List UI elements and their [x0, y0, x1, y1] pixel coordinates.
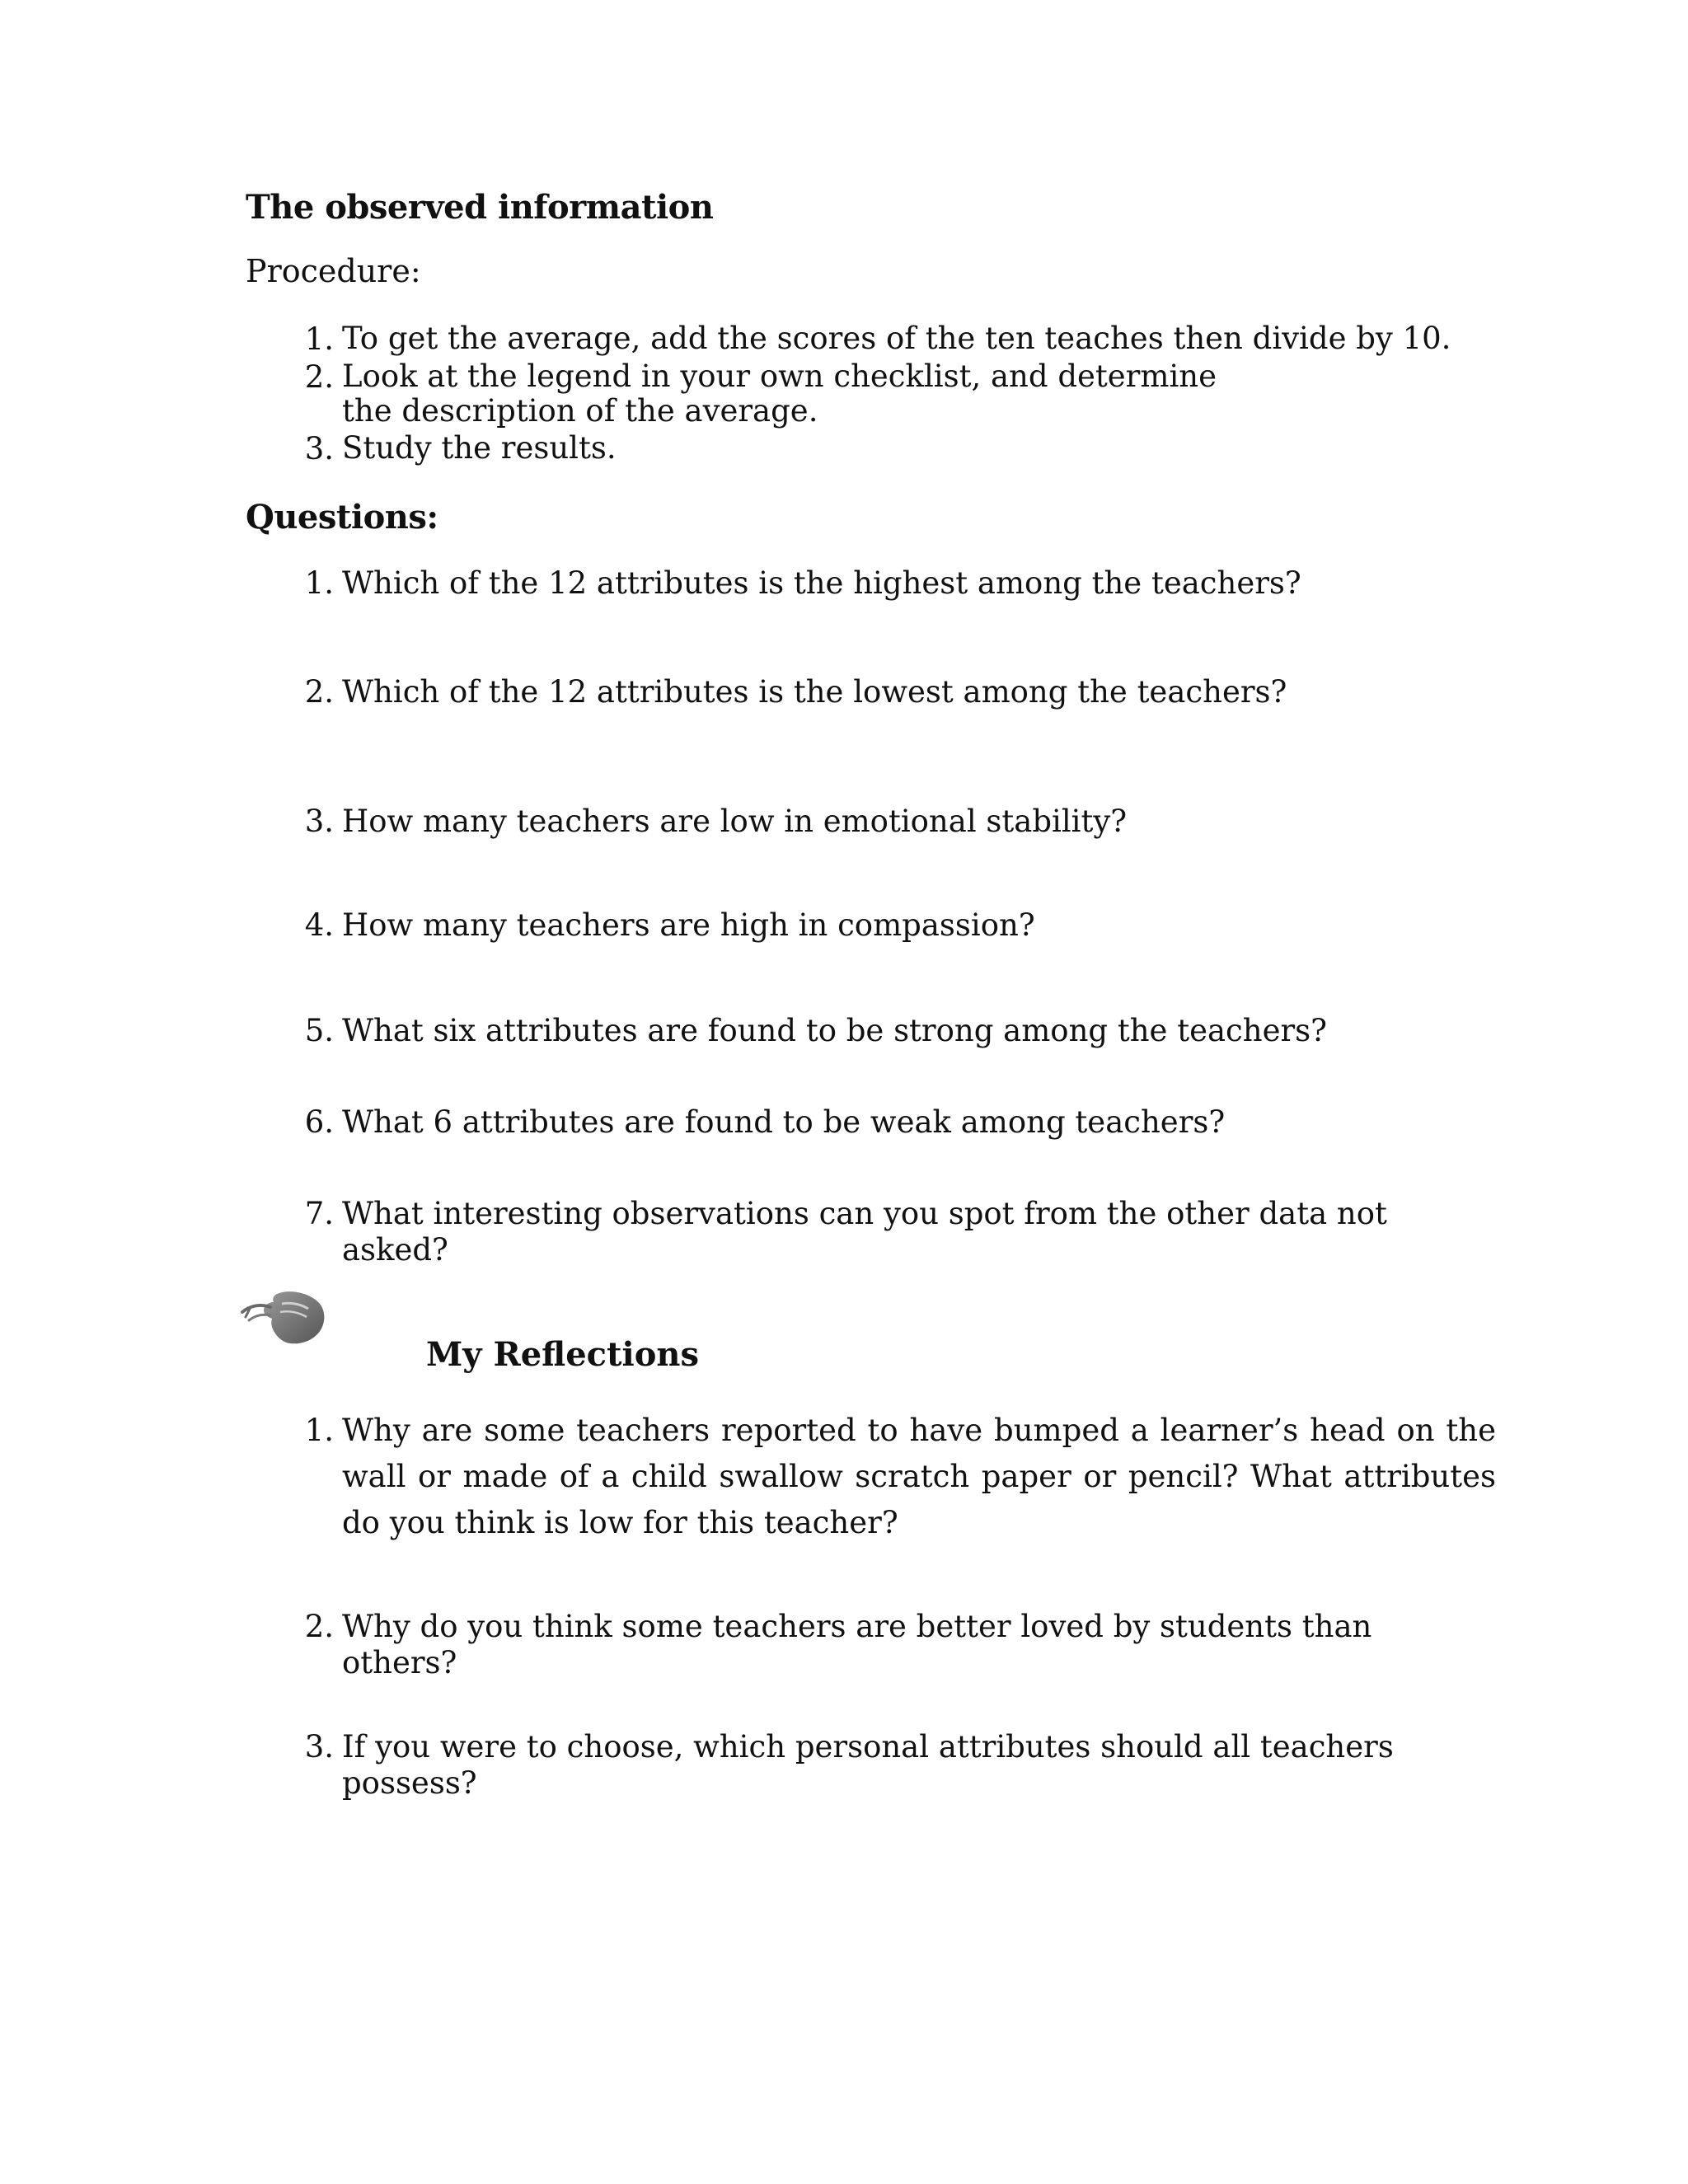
question-number: 3. [304, 804, 334, 839]
question-text: Which of the 12 attributes is the highest among the teachers? [342, 565, 1301, 601]
procedure-step [293, 321, 1496, 356]
reflection-text: Why are some teachers reported to have bumped a learner’s head on the wall or made of a child swallow scratch paper or pencil? What attributes do you think is low for this teacher? [342, 1413, 1496, 1540]
section-title-questions: Questions: [246, 498, 438, 537]
reflection-text: If you were to choose, which personal attributes should all teachers possess? [342, 1729, 1394, 1801]
question-item [293, 1196, 1496, 1268]
question-text: What six attributes are found to be strong among the teachers? [342, 1013, 1328, 1048]
procedure-step-number: 1. [304, 321, 334, 357]
question-item [293, 674, 1496, 710]
reflection-number: 2. [304, 1609, 334, 1644]
procedure-step-number: 2. [304, 359, 334, 395]
reflection-item [293, 1609, 1496, 1681]
reflection-number: 1. [304, 1413, 334, 1448]
section-title-observed-information: The observed information [246, 188, 714, 227]
question-item [293, 565, 1496, 602]
reflection-text: Why do you think some teachers are better loved by students than others? [342, 1609, 1372, 1680]
question-text: What interesting observations can you spot from the other data not asked? [342, 1196, 1387, 1268]
question-text: How many teachers are low in emotional stability? [342, 804, 1128, 839]
question-number: 2. [304, 674, 334, 710]
procedure-step-text: Study the results. [342, 430, 617, 466]
procedure-step-text: To get the average, add the scores of the ten teaches then divide by 10. [342, 321, 1451, 356]
reflection-item [293, 1729, 1496, 1802]
question-item [293, 1104, 1496, 1141]
hand-writing-icon [239, 1287, 330, 1349]
question-number: 4. [304, 907, 334, 943]
procedure-label: Procedure: [246, 253, 421, 289]
question-text: How many teachers are high in compassion? [342, 907, 1035, 943]
section-title-my-reflections: My Reflections [426, 1335, 699, 1374]
question-item [293, 804, 1496, 840]
procedure-step-text: Look at the legend in your own checklist, and determine the description of the average. [342, 359, 1217, 429]
reflection-item [293, 1408, 1496, 1546]
question-number: 6. [304, 1104, 334, 1140]
procedure-step [293, 431, 1496, 466]
question-text: What 6 attributes are found to be weak among teachers? [342, 1104, 1226, 1140]
question-number: 1. [304, 565, 334, 601]
reflection-number: 3. [304, 1729, 334, 1765]
question-number: 5. [304, 1013, 334, 1048]
question-number: 7. [304, 1196, 334, 1231]
procedure-step [293, 359, 1273, 429]
question-text: Which of the 12 attributes is the lowest among the teachers? [342, 674, 1287, 710]
question-item [293, 1013, 1496, 1049]
procedure-step-number: 3. [304, 431, 334, 466]
question-item [293, 907, 1496, 944]
